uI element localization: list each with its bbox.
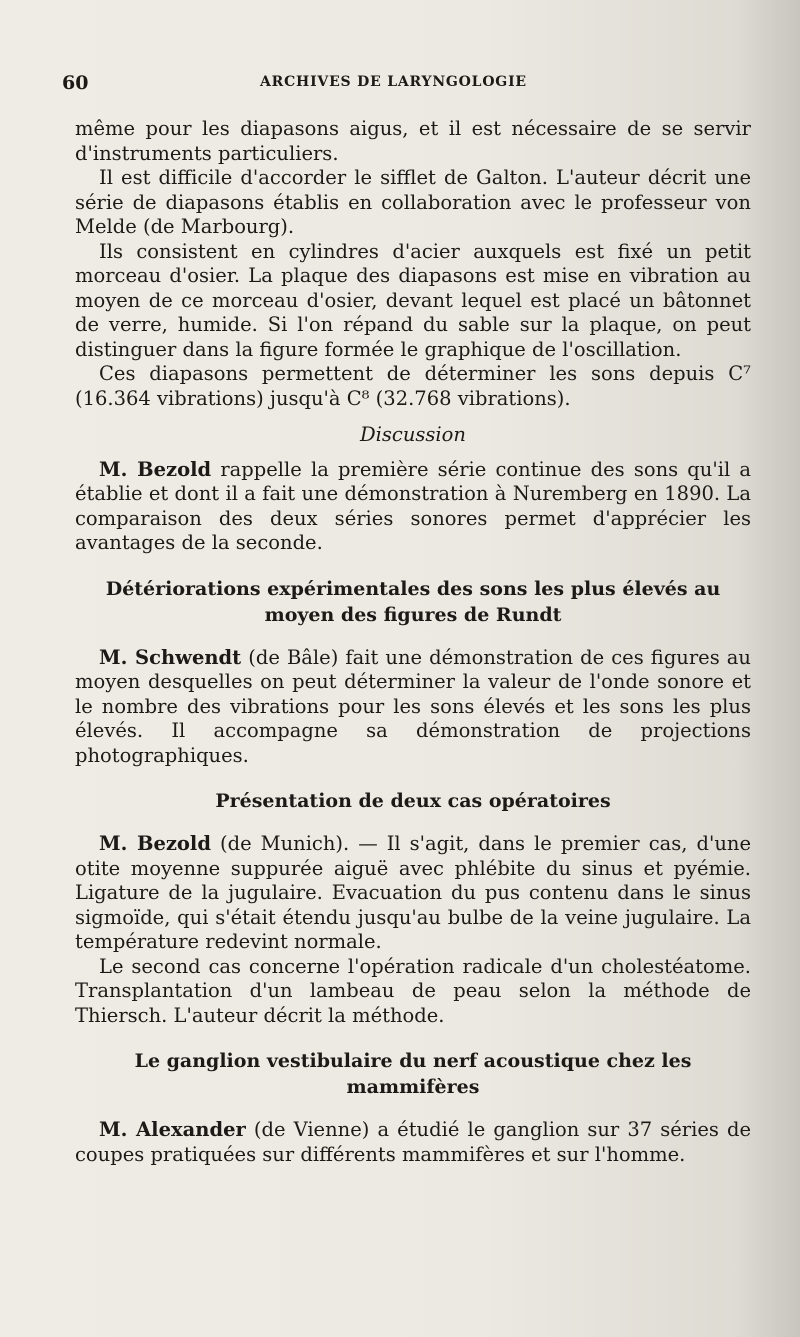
- section-paragraph-cases-2: Le second cas concerne l'opération radicale d'un cholestéatome. Transplantation d'un lambeau de peau selon la méthode de Thiersch. L'auteur décrit la méthode.: [75, 954, 751, 1027]
- discussion-heading: Discussion: [360, 423, 466, 446]
- speaker-name: M. Schwendt: [99, 645, 242, 669]
- discussion-paragraph: [75, 458, 751, 556]
- discussion-text: rappelle la première série continue des sons qu'il a établie et dont il a fait une démonstration à Nuremberg en 1890. La comparaison des deux séries sonores permet d'apprécier les avantages de la seconde.: [75, 457, 751, 554]
- speaker-name: M. Bezold: [99, 832, 211, 855]
- speaker-name: M. Bezold: [99, 457, 212, 481]
- running-title: ARCHIVES DE LARYNGOLOGIE: [260, 74, 527, 90]
- paragraph-continuation: même pour les diapasons aigus, et il est nécessaire de se servir d'instruments particuliers.: [75, 117, 751, 165]
- section-text: (de Munich). — Il s'agit, dans le premier cas, d'une otite moyenne suppurée aiguë avec phlébite du sinus et pyémie. Ligature de la jugulaire. Evacuation du pus contenu dans le sinus sigmoïde, qui s'était étendu jusqu'au bulbe de la veine jugulaire. La température redevint normale.: [75, 832, 751, 953]
- section-title-ganglion: Le ganglion vestibulaire du nerf acoustique chez les mammifères: [134, 1050, 692, 1098]
- section-paragraph-rundt: [75, 646, 751, 769]
- speaker-name: M. Alexander: [99, 1118, 246, 1141]
- page-body: [75, 117, 751, 1167]
- page-header: [62, 72, 752, 98]
- section-paragraph-ganglion: [75, 1118, 751, 1167]
- paragraph-cylinders: Ils consistent en cylindres d'acier auxquels est fixé un petit morceau d'osier. La plaque des diapasons est mise en vibration au moyen de ce morceau d'osier, devant lequel est placé un bâtonnet de verre, humide. Si l'on répand du sable sur la plaque, on peut distinguer dans la figure formée le graphique de l'oscillation.: [75, 239, 751, 361]
- section-paragraph-cases: [75, 832, 751, 955]
- paragraph-galton: Il est difficile d'accorder le sifflet de Galton. L'auteur décrit une série de diapasons établis en collaboration avec le professeur von Melde (de Marbourg).: [75, 166, 751, 238]
- paragraph-range: Ces diapasons permettent de déterminer les sons depuis C⁷ (16.364 vibrations) jusqu'à C⁸ (32.768 vibrations).: [75, 362, 751, 410]
- section-text: (de Vienne) a étudié le ganglion sur 37 séries de coupes pratiquées sur différents mammifères et sur l'homme.: [75, 1118, 751, 1166]
- section-text: (de Bâle) fait une démonstration de ces figures au moyen desquelles on peut déterminer la valeur de l'onde sonore et le nombre des vibrations pour les sons élevés et les sons les plus élevés. Il accompagne sa démonstration de projections photographiques.: [75, 645, 751, 767]
- page-number: 60: [62, 72, 89, 94]
- section-title-rundt: Détériorations expérimentales des sons les plus élevés au moyen des figures de Rundt: [105, 577, 721, 626]
- section-title-cases: Présentation de deux cas opératoires: [215, 790, 611, 812]
